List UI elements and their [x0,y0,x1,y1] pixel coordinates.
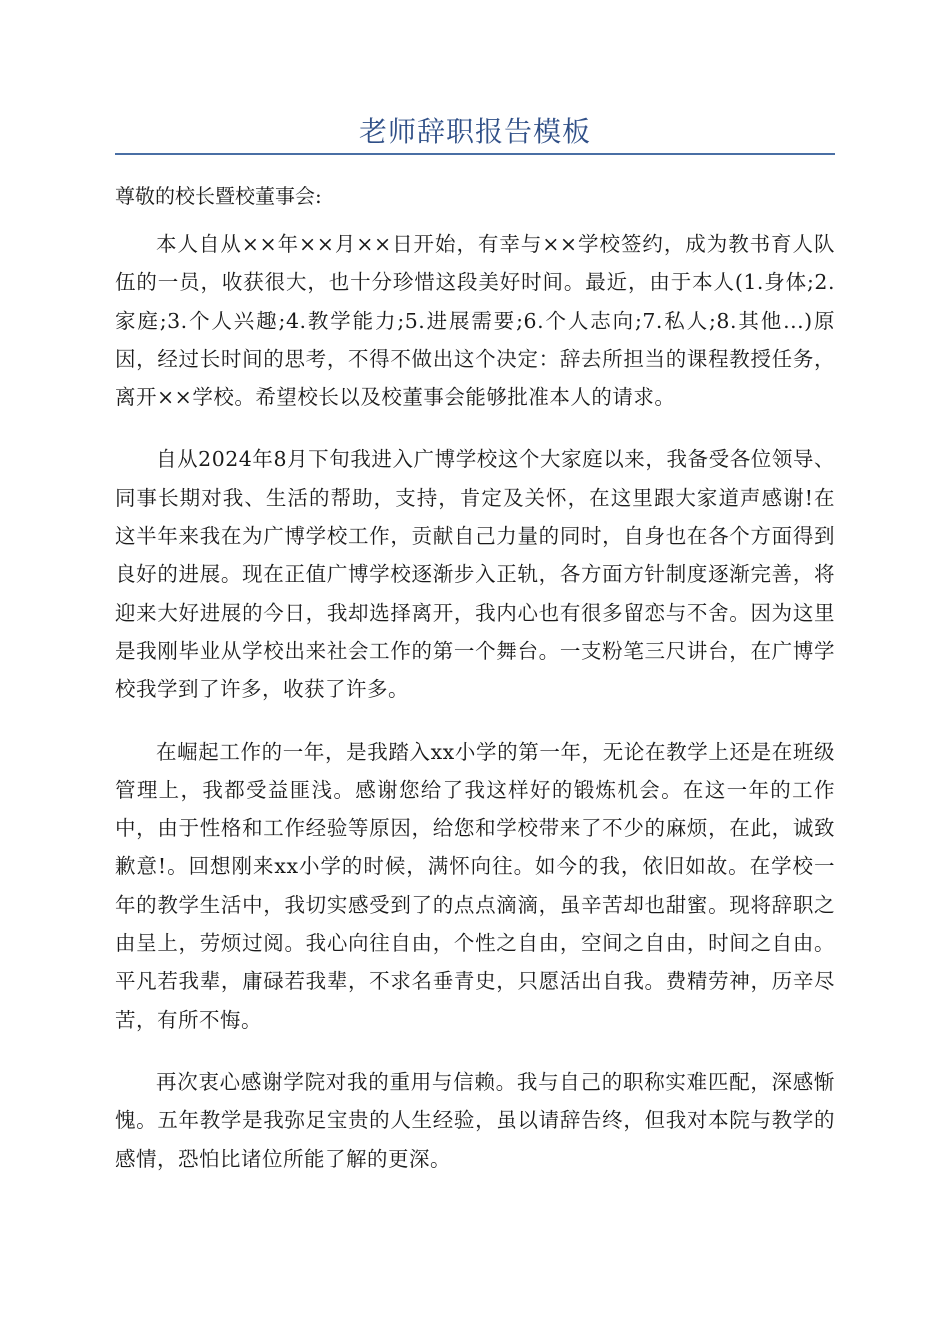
paragraph-4: 再次衷心感谢学院对我的重用与信赖。我与自己的职称实难匹配，深感惭愧。五年教学是我弥足宝贵的人生经验，虽以请辞告终，但我对本院与教学的感情，恐怕比诸位所能了解的更深。 [115,1069,835,1171]
document-title: 老师辞职报告模板 [358,115,591,148]
title-underline [115,153,835,155]
salutation: 尊敬的校长暨校董事会: [115,184,322,208]
document-body [115,225,835,1202]
paragraph-2: 自从2024年8月下旬我进入广博学校这个大家庭以来，我备受各位领导、同事长期对我、生活的帮助，支持，肯定及关怀，在这里跟大家道声感谢!在这半年来我在为广博学校工作，贡献自己力量的同时，自身也在各个方面得到良好的进展。现在正值广博学校逐渐步入正轨，各方面方针制度逐渐完善，将迎来大好进展的今日，我却选择离开，我内心也有很多留恋与不舍。因为这里是我刚毕业从学校出来社会工作的第一个舞台。一支粉笔三尺讲台，在广博学校我学到了许多，收获了许多。 [115,447,835,702]
paragraph-1: 本人自从××年××月××日开始，有幸与××学校签约，成为教书育人队伍的一员，收获很大，也十分珍惜这段美好时间。最近，由于本人(1.身体;2.家庭;3.个人兴趣;4.教学能力;5.进展需要;6.个人志向;7.私人;8.其他...)原因，经过长时间的思考，不得不做出这个决定：辞去所担当的课程教授任务，离开××学校。希望校长以及校董事会能够批准本人的请求。 [115,232,835,410]
paragraph-3: 在崛起工作的一年，是我踏入xx小学的第一年，无论在教学上还是在班级管理上，我都受益匪浅。感谢您给了我这样好的锻炼机会。在这一年的工作中，由于性格和工作经验等原因，给您和学校带来了不少的麻烦，在此，诚致歉意!。回想刚来xx小学的时候，满怀向往。如今的我，依旧如故。在学校一年的教学生活中，我切实感受到了的点点滴滴，虽辛苦却也甜蜜。现将辞职之由呈上，劳烦过阅。我心向往自由，个性之自由，空间之自由，时间之自由。平凡若我辈，庸碌若我辈，不求名垂青史，只愿活出自我。费精劳神，历辛尽苦，有所不悔。 [115,739,835,1032]
